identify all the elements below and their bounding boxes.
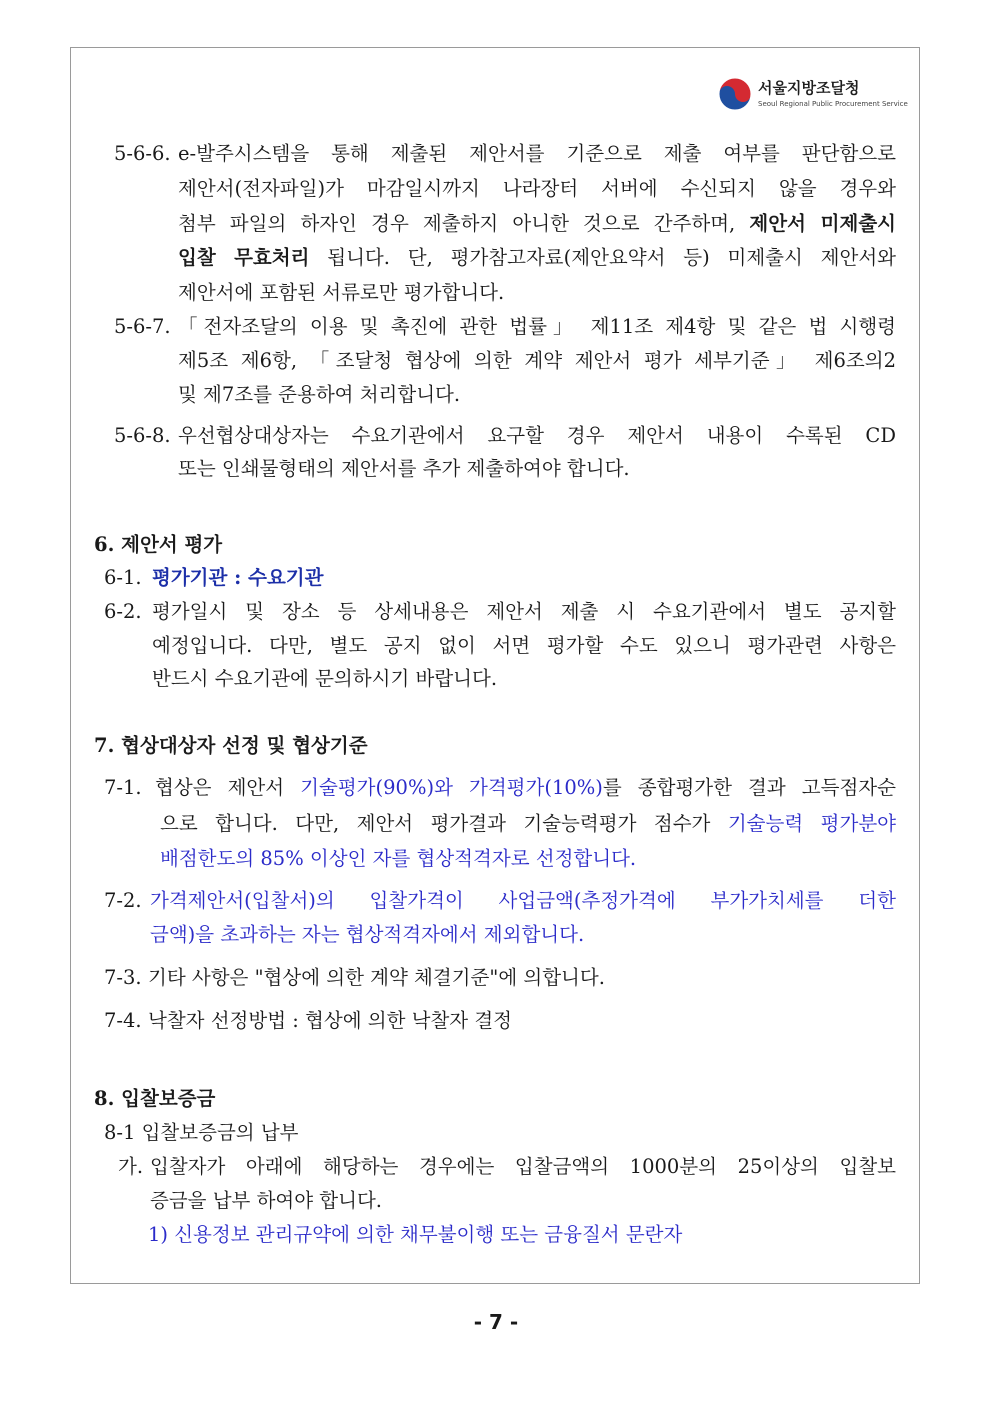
section-heading: 7. 협상대상자 선정 및 협상기준 — [94, 734, 368, 757]
paragraph-line: 가격제안서(입찰서)의 입찰가격이 사업금액(추정가격에 부가가치세를 더한 — [150, 889, 896, 912]
text-run: 됩니다. 단, 평가참고자료(제안요약서 등) 미제출시 제안서와 — [327, 246, 897, 269]
paragraph-line: 제안서에 포함된 서류로만 평가합니다. — [178, 281, 505, 304]
item-number: 가. — [118, 1155, 144, 1178]
header-logo — [718, 76, 908, 116]
highlight-text: 기술능력 평가분야 — [727, 812, 896, 835]
item-number: 6-1. — [104, 566, 142, 589]
section-heading: 6. 제안서 평가 — [94, 533, 223, 556]
item-number: 5-6-8. — [114, 424, 171, 447]
paragraph-line: 낙찰자 선정방법 : 협상에 의한 낙찰자 결정 — [148, 1009, 512, 1032]
paragraph-line: 반드시 수요기관에 문의하시기 바랍니다. — [152, 667, 498, 690]
evaluation-agency-text: 평가기관 : 수요기관 — [152, 566, 324, 589]
text-run: 으로 합니다. 다만, 제안서 평가결과 기술능력평가 점수가 — [160, 812, 711, 835]
paragraph-line: 우선협상대상자는 수요기관에서 요구할 경우 제안서 내용이 수록된 CD — [178, 424, 896, 447]
paragraph-line: 평가일시 및 장소 등 상세내용은 제안서 제출 시 수요기관에서 별도 공지할 — [152, 600, 896, 623]
paragraph-line — [178, 211, 896, 237]
taegeuk-emblem-icon — [718, 77, 752, 111]
text-run: 첨부 파일의 하자인 경우 제출하지 아니한 것으로 간주하며, — [178, 212, 736, 235]
paragraph-line: 입찰자가 아래에 해당하는 경우에는 입찰금액의 1000분의 25이상의 입찰보 — [150, 1155, 896, 1178]
text-run: 를 종합평가한 결과 고득점자순 — [602, 776, 896, 799]
highlight-text: 기술평가(90%)와 가격평가(10%) — [300, 776, 603, 799]
paragraph-line: 예정입니다. 다만, 별도 공지 없이 서면 평가할 수도 있으니 평가관련 사항은 — [152, 634, 896, 657]
org-name-english: Seoul Regional Public Procurement Service — [758, 100, 908, 108]
paragraph-line: 증금을 납부 하여야 합니다. — [150, 1189, 383, 1212]
text-run: 협상은 제안서 — [155, 776, 285, 799]
paragraph-line: 제5조 제6항, 「조달청 협상에 의한 계약 제안서 평가 세부기준」 제6조의2 — [178, 349, 896, 372]
item-number: 7-2. — [104, 889, 142, 912]
paragraph-line: 제안서(전자파일)가 마감일시까지 나라장터 서버에 수신되지 않을 경우와 — [178, 177, 896, 200]
subsection-heading: 8-1 입찰보증금의 납부 — [104, 1121, 299, 1144]
paragraph-line: 또는 인쇄물형태의 제안서를 추가 제출하여야 합니다. — [178, 457, 630, 480]
section-heading: 8. 입찰보증금 — [94, 1087, 216, 1110]
emphasis-text: 제안서 미제출시 — [749, 212, 896, 235]
paragraph-line: 및 제7조를 준용하여 처리합니다. — [178, 383, 461, 406]
paragraph-line — [160, 811, 896, 837]
item-number: 7-1. — [104, 776, 142, 799]
item-number: 6-2. — [104, 600, 142, 623]
item-number: 5-6-6. — [114, 142, 171, 165]
paragraph-line: 「전자조달의 이용 및 촉진에 관한 법률」 제11조 제4항 및 같은 법 시행령 — [178, 315, 896, 338]
paragraph-line — [178, 245, 896, 271]
org-name-korean: 서울지방조달청 — [758, 79, 860, 97]
item-number: 7-4. — [104, 1009, 142, 1032]
page-number: - 7 - — [473, 1310, 519, 1334]
item-number: 5-6-7. — [114, 315, 171, 338]
emphasis-text: 입찰 무효처리 — [178, 246, 310, 269]
paragraph-line: 배점한도의 85% 이상인 자를 협상적격자로 선정합니다. — [160, 847, 637, 870]
item-number: 7-3. — [104, 966, 142, 989]
paragraph-line: 금액)을 초과하는 자는 협상적격자에서 제외합니다. — [150, 923, 585, 946]
paragraph-line — [155, 775, 896, 801]
list-item: 1) 신용정보 관리규약에 의한 채무불이행 또는 금융질서 문란자 — [148, 1223, 683, 1246]
paragraph-line: e-발주시스템을 통해 제출된 제안서를 기준으로 제출 여부를 판단함으로 — [178, 142, 896, 165]
paragraph-line: 기타 사항은 "협상에 의한 계약 체결기준"에 의합니다. — [148, 966, 605, 989]
